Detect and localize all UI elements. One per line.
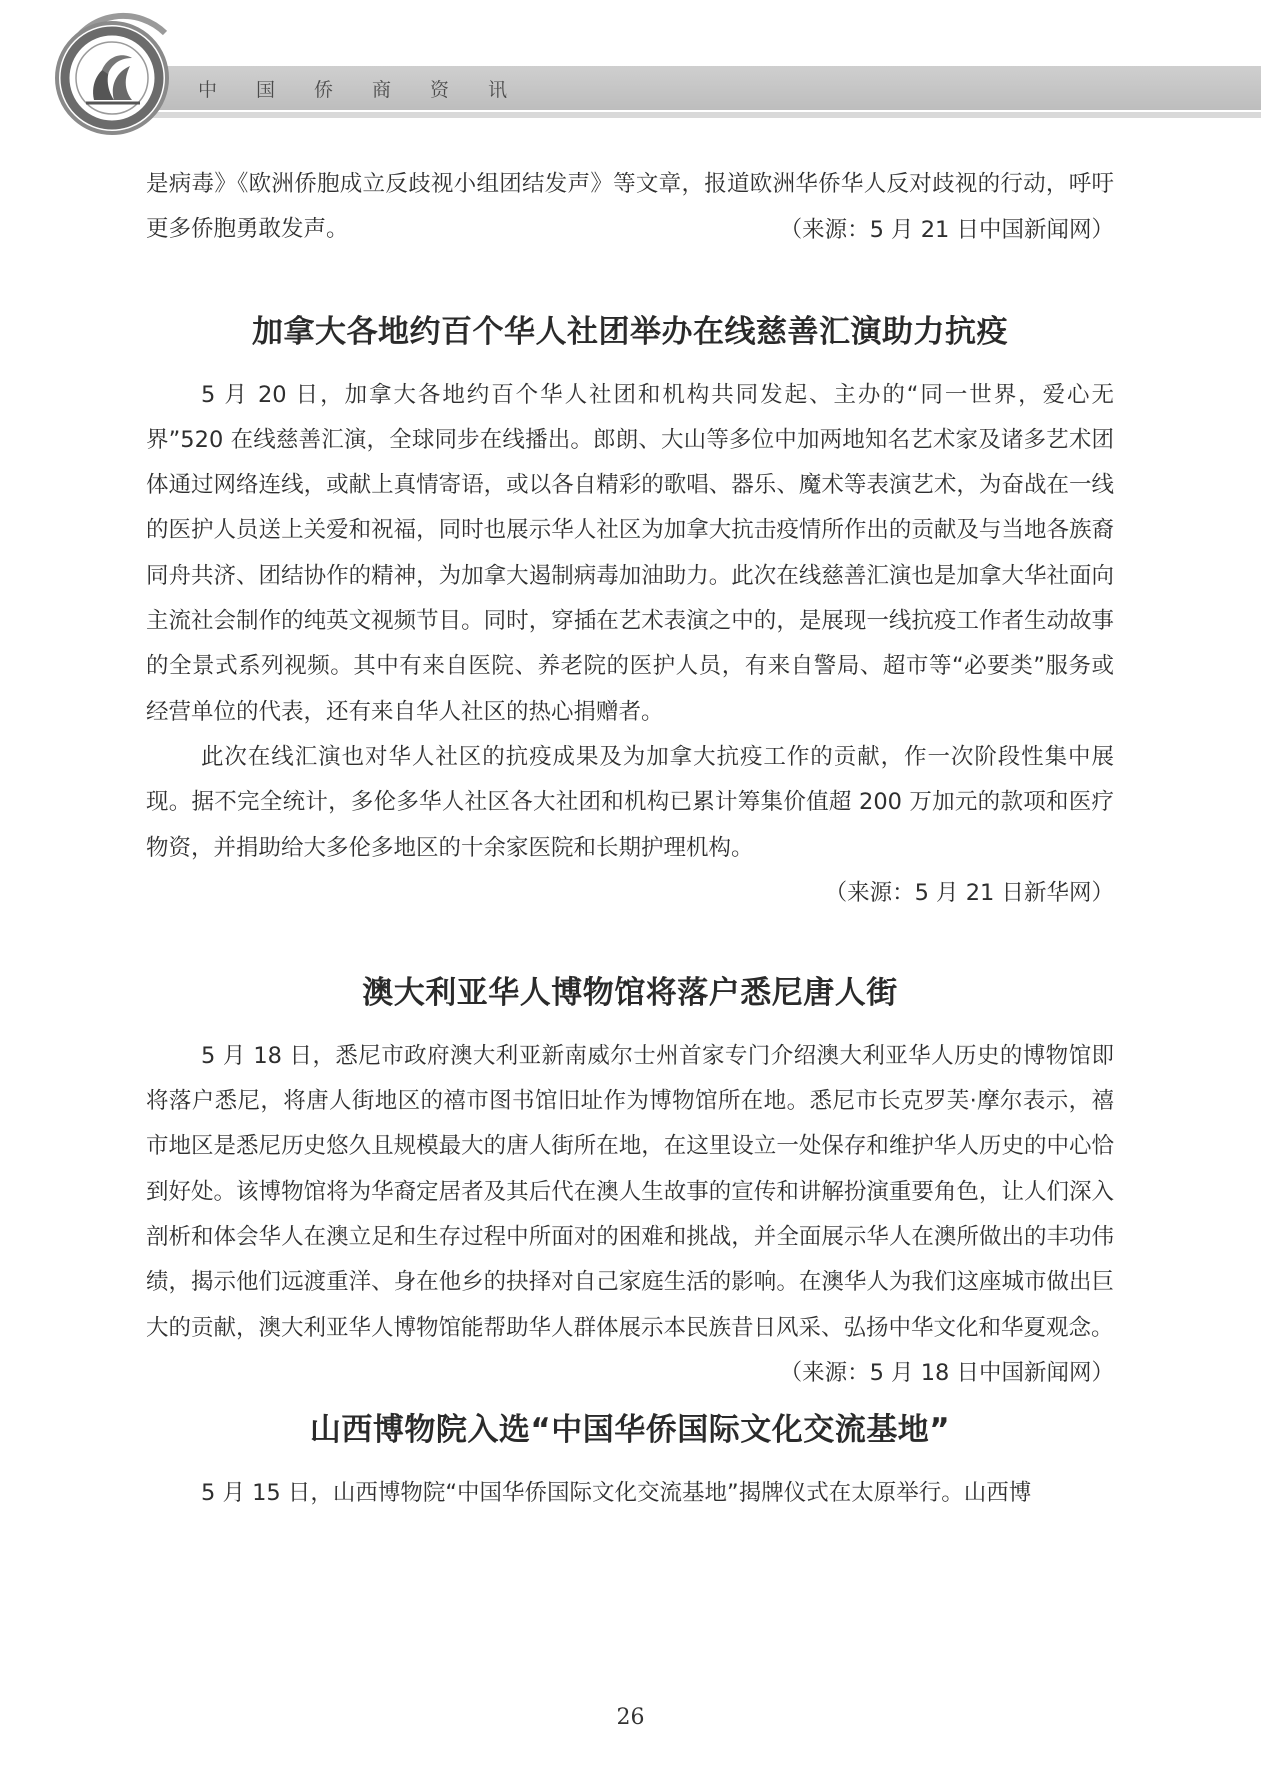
header-title [198, 70, 546, 106]
article-paragraph [146, 1034, 1114, 1386]
page-content [146, 162, 1114, 1516]
header-title-char: 资 [430, 78, 450, 101]
article-title: 山西博物院入选“中国华侨国际文化交流基地” [309, 1411, 951, 1448]
intro-paragraph: 是病毒》《欧洲侨胞成立反歧视小组团结发声》等文章，报道欧洲华侨华人反对歧视的行动，呼吁更多侨胞勇敢发声。 [146, 171, 1114, 243]
page-number: 26 [616, 1705, 645, 1730]
org-logo-icon [50, 8, 186, 144]
article-title: 加拿大各地约百个华人社团举办在线慈善汇演助力抗疫 [252, 313, 1008, 350]
article-source: （来源：5 月 21 日新华网） [824, 879, 1114, 906]
header-strip [150, 112, 1261, 118]
header-title-char: 侨 [314, 78, 334, 101]
article-paragraph: 5 月 20 日，加拿大各地约百个华人社团和机构共同发起、主办的“同一世界，爱心无界”520 在线慈善汇演，全球同步在线播出。郎朗、大山等多位中加两地知名艺术家及诸多艺术团体通过网络连线，或献上真情寄语，或以各自精彩的歌唱、器乐、魔术等表演艺术，为奋战在一线的医护人员送上关爱和祝福，同时也展示华人社区为加拿大抗击疫情所作出的贡献及与当地各族裔同舟共济、团结协作的精神，为加拿大遏制病毒加油助力。此次在线慈善汇演也是加拿大华社面向主流社会制作的纯英文视频节目。同时，穿插在艺术表演之中的，是展现一线抗疫工作者生动故事的全景式系列视频。其中有来自医院、养老院的医护人员，有来自警局、超市等“必要类”服务或经营单位的代表，还有来自华人社区的热心捐赠者。 [146, 381, 1114, 725]
article-australia [146, 970, 1114, 1386]
header-title-char: 商 [372, 78, 392, 101]
article-paragraph: 5 月 15 日，山西博物院“中国华侨国际文化交流基地”揭牌仪式在太原举行。山西博 [201, 1479, 1032, 1506]
page-header [0, 0, 1261, 160]
article-shanxi [146, 1407, 1114, 1516]
article-source: （来源：5 月 18 日中国新闻网） [779, 1359, 1114, 1386]
header-title-char: 讯 [488, 78, 508, 101]
article-title: 澳大利亚华人博物馆将落户悉尼唐人街 [362, 974, 898, 1011]
intro-source: （来源：5 月 21 日中国新闻网） [779, 216, 1114, 243]
header-title-char: 中 [198, 78, 218, 101]
article-canada [146, 309, 1114, 916]
article-paragraph-text: 5 月 18 日，悉尼市政府澳大利亚新南威尔士州首家专门介绍澳大利亚华人历史的博物馆即将落户悉尼，将唐人街地区的禧市图书馆旧址作为博物馆所在地。悉尼市长克罗芙·摩尔表示，禧市地区是悉尼历史悠久且规模最大的唐人街所在地，在这里设立一处保存和维护华人历史的中心恰到好处。该博物馆将为华裔定居者及其后代在澳人生故事的宣传和讲解扮演重要角色，让人们深入剖析和体会华人在澳立足和生存过程中所面对的困难和挑战，并全面展示华人在澳所做出的丰功伟绩，揭示他们远渡重洋、身在他乡的抉择对自己家庭生活的影响。在澳华人为我们这座城市做出巨大的贡献，澳大利亚华人博物馆能帮助华人群体展示本民族昔日风采、弘扬中华文化和华夏观念。 [146, 1042, 1114, 1341]
article-paragraph: 此次在线汇演也对华人社区的抗疫成果及为加拿大抗疫工作的贡献，作一次阶段性集中展现。据不完全统计，多伦多华人社区各大社团和机构已累计筹集价值超 200 万加元的款项和医疗物资，并捐助给大多伦多地区的十余家医院和长期护理机构。 [146, 743, 1114, 861]
header-title-char: 国 [256, 78, 276, 101]
intro-section [146, 162, 1114, 253]
